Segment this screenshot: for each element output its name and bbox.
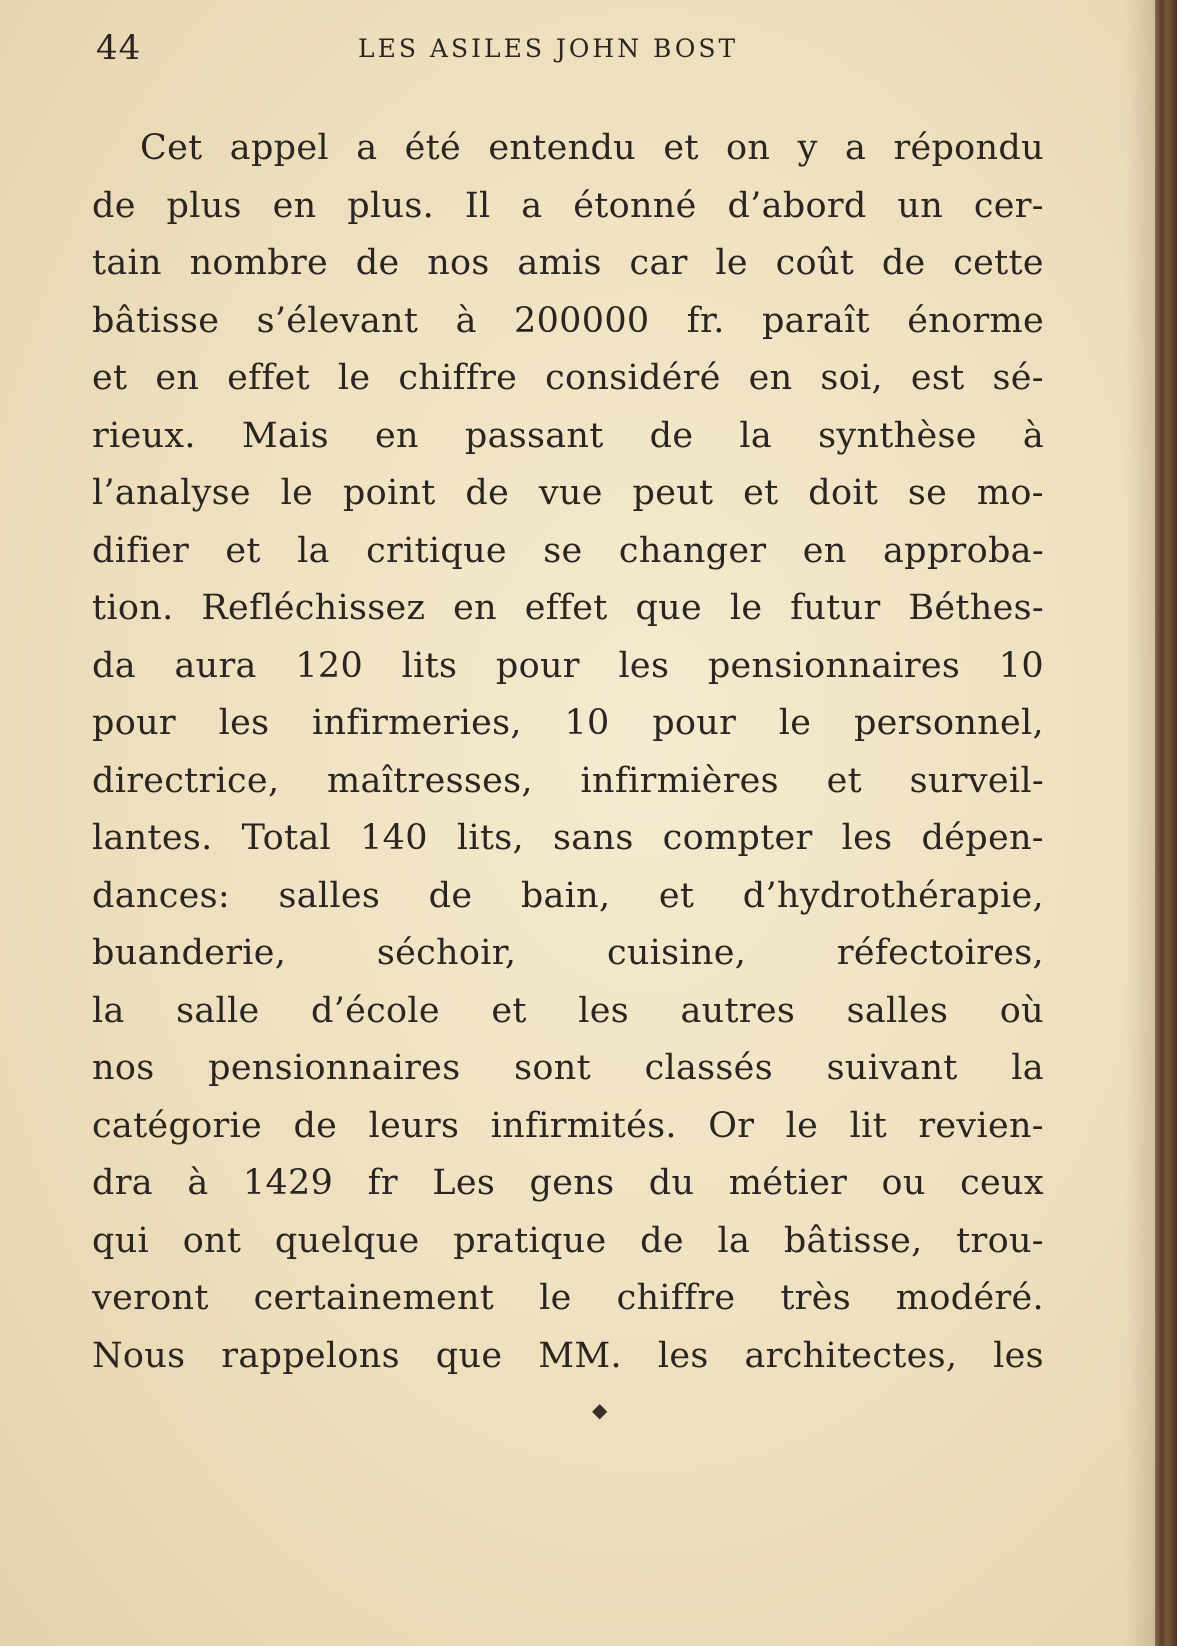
text-line — [92, 983, 1044, 1041]
word: 140 — [360, 818, 428, 858]
word: ont — [182, 1220, 242, 1261]
word: autres — [680, 990, 796, 1031]
word: et — [491, 990, 527, 1031]
word: de — [465, 473, 510, 513]
word: séchoir, — [376, 933, 517, 973]
line-words — [92, 465, 1044, 523]
word: qui — [92, 1220, 150, 1261]
word: fr. — [686, 300, 725, 341]
word: gens — [529, 1163, 615, 1203]
word: a — [844, 128, 867, 168]
line-words — [92, 350, 1044, 408]
text-line — [92, 408, 1044, 466]
text-line — [92, 465, 1044, 523]
word: doit — [808, 473, 879, 513]
word: sont — [514, 1048, 591, 1088]
word: effet — [227, 358, 310, 398]
word: a — [356, 128, 378, 168]
word: les — [618, 645, 670, 686]
word: pour — [495, 645, 580, 686]
word: l’analyse — [92, 473, 251, 513]
word: la — [297, 530, 330, 571]
word: sé- — [992, 358, 1044, 398]
word: MM. — [538, 1335, 622, 1376]
text-line — [92, 1213, 1044, 1271]
word: classés — [644, 1048, 773, 1088]
text-line — [92, 753, 1044, 811]
word: chiffre — [398, 358, 518, 398]
word: à — [187, 1163, 209, 1203]
word: les — [993, 1335, 1044, 1376]
word: vue — [538, 473, 603, 513]
word: nos — [427, 243, 490, 283]
word: bain, — [520, 875, 611, 916]
word: le — [337, 358, 371, 398]
text-line — [92, 1098, 1044, 1156]
word: et — [826, 760, 862, 801]
word: 120 — [295, 645, 364, 686]
line-words — [92, 1328, 1044, 1386]
line-words — [92, 695, 1044, 753]
word: le — [539, 1278, 572, 1318]
word: en — [155, 358, 200, 398]
word: la — [92, 990, 125, 1031]
word: 10 — [998, 645, 1044, 686]
word: de — [355, 243, 400, 283]
word: dances: — [92, 875, 230, 916]
text-line — [92, 178, 1044, 236]
word: ceux — [960, 1163, 1044, 1203]
line-words — [92, 810, 1044, 868]
word: 200000 — [514, 300, 650, 341]
word: un — [897, 185, 944, 226]
word: le — [715, 243, 748, 283]
word: 1429 — [242, 1163, 334, 1203]
word: le — [729, 588, 763, 628]
word: considéré — [545, 358, 721, 398]
word: pensionnaires — [707, 645, 961, 686]
line-words — [140, 120, 1044, 178]
word: da — [92, 645, 136, 686]
word: trou- — [956, 1220, 1044, 1261]
word: en — [272, 185, 317, 226]
text-line — [92, 1040, 1044, 1098]
text-line — [92, 1328, 1044, 1386]
word: la — [739, 415, 773, 456]
line-words — [92, 753, 1044, 811]
word: surveil- — [909, 760, 1044, 801]
word: et — [225, 530, 261, 571]
word: se — [543, 530, 583, 571]
word: appel — [229, 128, 329, 168]
word: le — [785, 1105, 819, 1146]
word: en — [802, 530, 847, 571]
word: veront — [92, 1278, 209, 1318]
word: 10 — [564, 703, 610, 743]
word: étonné — [573, 185, 697, 226]
body-text — [92, 120, 1044, 1385]
word: tain — [92, 243, 162, 283]
word: Total — [241, 818, 331, 858]
word: difier — [92, 530, 189, 571]
word: Refléchissez — [201, 588, 426, 628]
word: synthèse — [818, 415, 977, 456]
word: infirmités. — [490, 1105, 677, 1146]
text-line — [92, 293, 1044, 351]
line-words — [92, 408, 1044, 466]
word: la — [1011, 1048, 1044, 1088]
word: Nous — [92, 1335, 186, 1376]
word: les — [657, 1335, 709, 1376]
line-words — [92, 1213, 1044, 1271]
line-words — [92, 638, 1044, 696]
page-number: 44 — [96, 28, 142, 68]
word: cette — [953, 243, 1044, 283]
word: métier — [728, 1163, 848, 1203]
word: chiffre — [616, 1278, 736, 1318]
word: pratique — [453, 1220, 607, 1261]
word: d’hydrothérapie, — [742, 875, 1044, 916]
word: bâtisse — [92, 300, 220, 341]
word: plus — [166, 185, 242, 226]
word: buanderie, — [92, 933, 287, 973]
word: énorme — [907, 300, 1044, 341]
word: entendu — [488, 128, 637, 168]
word: rappelons — [221, 1335, 400, 1376]
word: en — [374, 415, 419, 456]
line-words — [92, 868, 1044, 926]
word: en — [748, 358, 793, 398]
word: pour — [92, 703, 176, 743]
word: bâtisse, — [783, 1220, 923, 1261]
word: Mais — [241, 415, 329, 456]
word: est — [910, 358, 965, 398]
word: infirmières — [580, 760, 779, 801]
word: effet — [524, 588, 608, 628]
word: de — [649, 415, 694, 456]
word: rieux. — [92, 415, 196, 456]
word: revien- — [918, 1105, 1044, 1146]
word: coût — [775, 243, 855, 283]
text-line — [92, 868, 1044, 926]
word: tion. — [92, 588, 174, 628]
text-line — [92, 1155, 1044, 1213]
word: architectes, — [744, 1335, 958, 1376]
word: mo- — [976, 473, 1044, 513]
word: le — [778, 703, 812, 743]
line-words — [92, 235, 1044, 293]
word: s’élevant — [256, 300, 419, 341]
running-title: LES ASILES JOHN BOST — [358, 34, 739, 63]
word: Cet — [140, 128, 203, 168]
word: le — [280, 473, 314, 513]
word: où — [999, 990, 1044, 1031]
word: et — [658, 875, 695, 916]
line-words — [92, 1098, 1044, 1156]
line-words — [92, 580, 1044, 638]
word: compter — [662, 818, 813, 858]
line-words — [92, 293, 1044, 351]
word: à — [455, 300, 477, 341]
word: on — [726, 128, 771, 168]
word: critique — [366, 530, 507, 571]
word: plus. — [347, 185, 435, 226]
word: dépen- — [921, 818, 1044, 858]
text-line — [92, 695, 1044, 753]
text-line — [92, 350, 1044, 408]
word: approba- — [882, 530, 1044, 571]
text-line — [92, 235, 1044, 293]
text-line — [92, 523, 1044, 581]
word: sans — [553, 818, 634, 858]
word: les — [218, 703, 270, 743]
text-line — [92, 925, 1044, 983]
word: d’abord — [727, 185, 867, 226]
word: changer — [618, 530, 767, 571]
text-line — [92, 120, 1044, 178]
word: soi, — [820, 358, 883, 398]
word: dra — [92, 1163, 153, 1203]
word: amis — [517, 243, 602, 283]
line-words — [92, 523, 1044, 581]
word: les — [578, 990, 630, 1031]
word: nombre — [189, 243, 329, 283]
word: de — [92, 185, 136, 226]
word: lantes. — [92, 818, 213, 858]
word: personnel, — [853, 703, 1044, 743]
page-edge-shadow — [1125, 0, 1155, 1646]
word: que — [435, 1335, 503, 1376]
word: a — [521, 185, 543, 226]
word: d’école — [311, 990, 440, 1031]
page-header — [96, 28, 1076, 78]
text-line — [92, 638, 1044, 696]
word: et — [92, 358, 128, 398]
footer-ornament: ◆ — [592, 1398, 608, 1422]
word: suivant — [826, 1048, 958, 1088]
word: y — [797, 128, 818, 168]
word: ou — [881, 1163, 926, 1203]
word: de — [428, 875, 473, 916]
line-words — [92, 1270, 1044, 1328]
word: répondu — [893, 128, 1044, 168]
text-line — [92, 580, 1044, 638]
word: salle — [176, 990, 260, 1031]
word: de — [293, 1105, 338, 1146]
word: leurs — [368, 1105, 460, 1146]
word: très — [780, 1278, 851, 1318]
word: cer- — [973, 185, 1044, 226]
word: du — [648, 1163, 695, 1203]
word: paraît — [761, 300, 870, 341]
word: cuisine, — [606, 933, 747, 973]
line-words — [92, 1040, 1044, 1098]
word: et — [743, 473, 779, 513]
word: lits, — [456, 818, 524, 858]
word: Il — [464, 185, 491, 226]
word: futur — [790, 588, 881, 628]
word: que — [635, 588, 703, 628]
word: nos — [92, 1048, 155, 1088]
word: peut — [632, 473, 714, 513]
word: les — [841, 818, 893, 858]
word: modéré. — [895, 1278, 1044, 1318]
word: certainement — [253, 1278, 495, 1318]
word: Les — [432, 1163, 496, 1203]
line-words — [92, 1155, 1044, 1213]
word: Béthes- — [908, 588, 1044, 628]
word: car — [629, 243, 688, 283]
word: lits — [401, 645, 458, 686]
word: en — [453, 588, 497, 628]
word: de — [881, 243, 926, 283]
word: réfectoires, — [836, 933, 1044, 973]
word: fr — [367, 1163, 398, 1203]
word: salles — [846, 990, 949, 1031]
word: directrice, — [92, 760, 280, 801]
word: se — [907, 473, 948, 513]
line-words — [92, 925, 1044, 983]
word: la — [717, 1220, 751, 1261]
word: catégorie — [92, 1105, 263, 1146]
word: quelque — [274, 1220, 420, 1261]
page-edge — [1155, 0, 1177, 1646]
text-line — [92, 810, 1044, 868]
word: pour — [652, 703, 737, 743]
word: maîtresses, — [327, 760, 533, 801]
line-words — [92, 178, 1044, 236]
word: lit — [849, 1105, 887, 1146]
word: pensionnaires — [208, 1048, 461, 1088]
text-line — [92, 1270, 1044, 1328]
word: passant — [464, 415, 604, 456]
word: de — [640, 1220, 684, 1261]
word: aura — [174, 645, 257, 686]
word: été — [404, 128, 462, 168]
line-words — [92, 983, 1044, 1041]
word: à — [1022, 415, 1044, 456]
word: salles — [278, 875, 381, 916]
word: et — [663, 128, 699, 168]
word: Or — [708, 1105, 755, 1146]
word: point — [342, 473, 436, 513]
word: infirmeries, — [311, 703, 522, 743]
